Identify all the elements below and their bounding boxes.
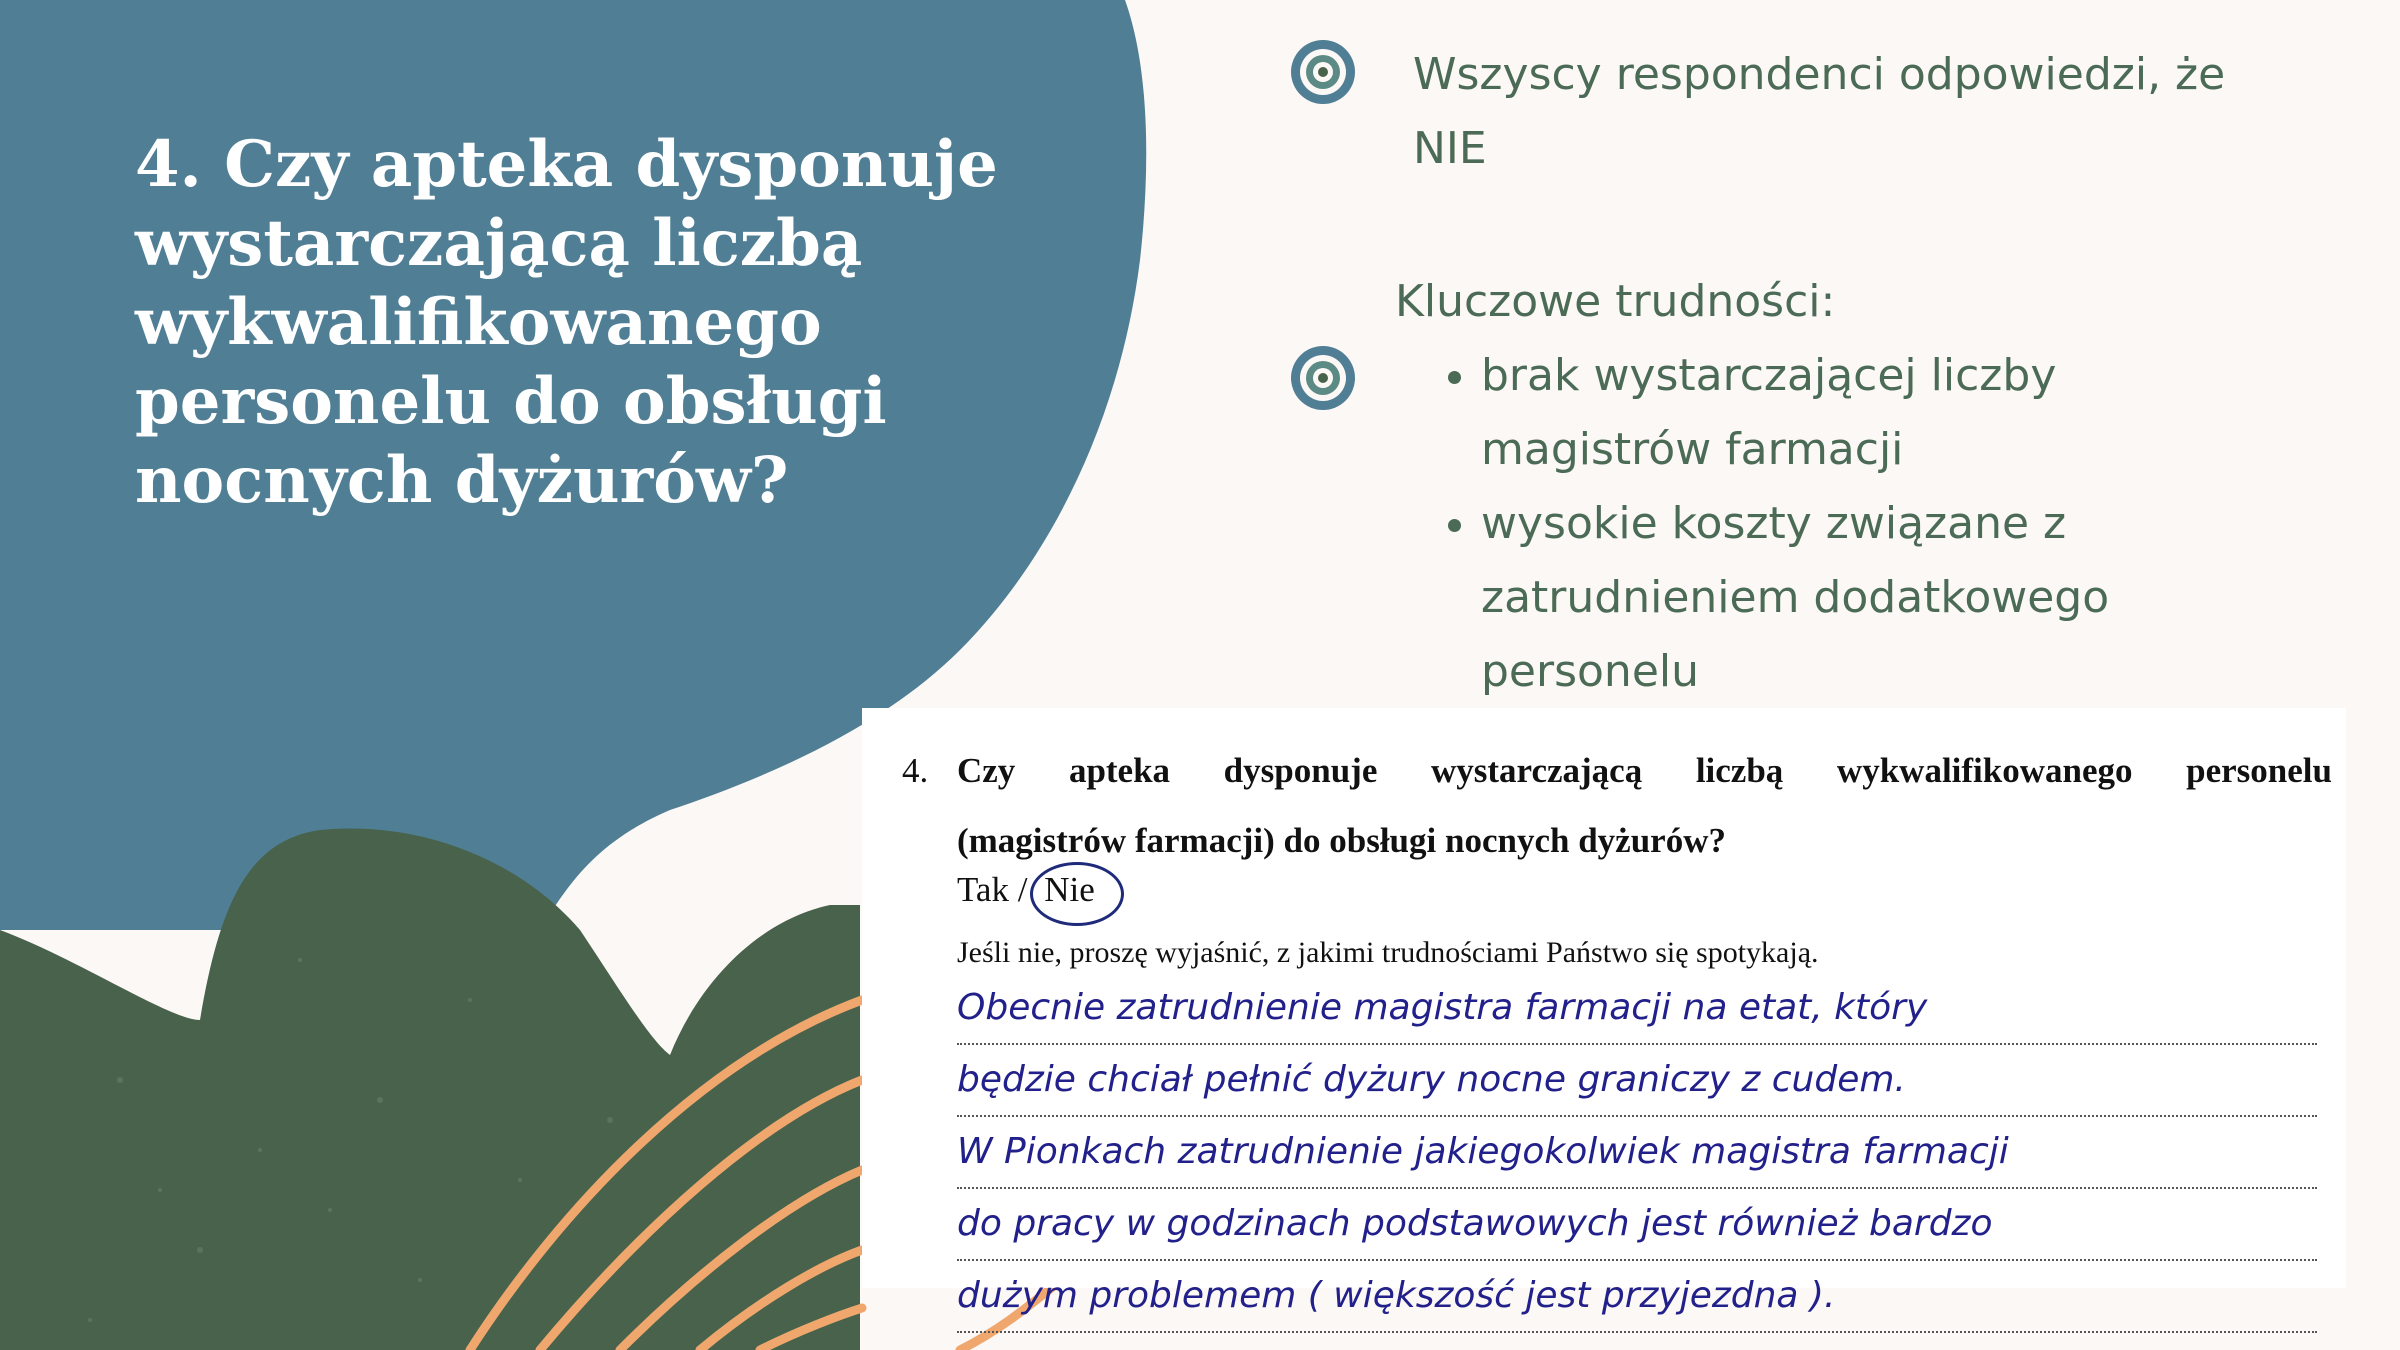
questionnaire-scan	[862, 708, 2346, 1316]
handwritten-line: do pracy w godzinach podstawowych jest również bardzo	[957, 1189, 2317, 1261]
difficulties-list	[1395, 339, 2255, 709]
follow-up-prompt: Jeśli nie, proszę wyjaśnić, z jakimi trudnościami Państwo się spotykają.	[957, 936, 1819, 969]
handwritten-answer	[957, 973, 2317, 1333]
list-item: • brak wystarczającej liczby magistrów farmacji	[1481, 339, 2255, 487]
difficulties-block	[1395, 265, 2255, 709]
answer-options	[957, 870, 1103, 910]
question-line-1: Czy apteka dysponuje wystarczającą liczbą wykwalifikowanego personelu	[957, 751, 2332, 790]
handwritten-line: dużym problemem ( większość jest przyjezdna ).	[957, 1261, 2317, 1333]
slide-title: 4. Czy apteka dysponuje wystarczającą liczbą wykwalifikowanego personelu do obsługi nocnych dyżurów?	[135, 127, 998, 518]
difficulties-heading: Kluczowe trudności:	[1395, 276, 1836, 327]
question-number: 4.	[902, 751, 929, 790]
list-item: • wysokie koszty związane z zatrudnieniem dodatkowego personelu	[1481, 487, 2255, 709]
answer-text: Wszyscy respondenci odpowiedzi, że NIE	[1413, 49, 2226, 174]
question-line-2: (magistrów farmacji) do obsługi nocnych dyżurów?	[957, 821, 1726, 860]
handwritten-line: W Pionkach zatrudnienie jakiegokolwiek magistra farmacji	[957, 1117, 2317, 1189]
handwritten-line: Obecnie zatrudnienie magistra farmacji na etat, który	[957, 973, 2317, 1045]
question	[902, 736, 2332, 876]
target-icon	[1290, 39, 1356, 105]
option-no-label: Nie	[1044, 870, 1095, 909]
option-no-selected	[1036, 870, 1103, 910]
option-yes: Tak /	[957, 870, 1028, 909]
selection-circle	[1030, 862, 1124, 926]
target-icon	[1290, 345, 1356, 411]
handwritten-line: będzie chciał pełnić dyżury nocne graniczy z cudem.	[957, 1045, 2317, 1117]
